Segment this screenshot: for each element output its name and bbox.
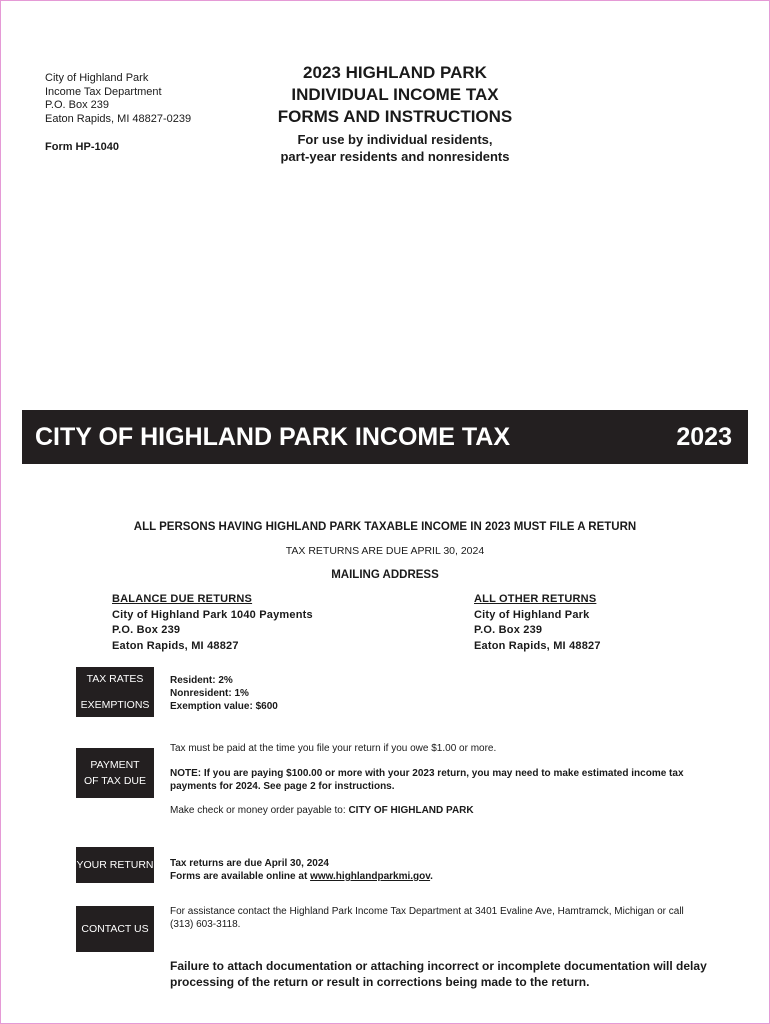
forms-online-prefix: Forms are available online at — [170, 871, 311, 882]
return-due-line: Tax returns are due April 30, 2024 — [170, 858, 329, 869]
payment-label-text: PAYMENT — [90, 759, 140, 771]
your-return-label-text: YOUR RETURN — [76, 859, 154, 871]
estimated-tax-note — [170, 767, 715, 793]
your-return-label — [76, 847, 154, 883]
address-line: P.O. Box 239 — [112, 624, 181, 636]
address-line: Eaton Rapids, MI 48827 — [112, 639, 239, 652]
title-line: 2023 HIGHLAND PARK — [303, 63, 487, 82]
address-line: Eaton Rapids, MI 48827 — [474, 639, 601, 652]
address-line: City of Highland Park — [474, 608, 590, 621]
your-return-text — [170, 857, 433, 883]
title-line: FORMS AND INSTRUCTIONS — [277, 107, 513, 126]
banner-year: 2023 — [676, 422, 732, 451]
address-line: P.O. Box 239 — [474, 624, 543, 636]
tax-rates-label — [76, 667, 154, 717]
address-line: City of Highland Park — [45, 72, 149, 84]
payee-prefix: Make check or money order payable to: — [170, 805, 349, 816]
note-line: payments for 2024. See page 2 for instructions. — [170, 781, 395, 792]
filing-requirement: ALL PERSONS HAVING HIGHLAND PARK TAXABLE INCOME IN 2023 MUST FILE A RETURN — [133, 521, 637, 533]
forms-online-suffix: . — [430, 871, 433, 882]
contact-line: (313) 603-3118. — [170, 919, 241, 930]
note-line: NOTE: If you are paying $100.00 or more with your 2023 return, you may need to make estimated income tax — [170, 768, 684, 779]
exemptions-label-text: EXEMPTIONS — [80, 699, 150, 711]
other-returns-heading: ALL OTHER RETURNS — [474, 593, 597, 605]
title-banner — [22, 410, 748, 464]
rate-line: Exemption value: $600 — [170, 701, 278, 712]
subtitle-line: part-year residents and nonresidents — [280, 149, 510, 164]
form-id: Form HP-1040 — [45, 141, 119, 153]
payment-label — [76, 748, 154, 798]
contact-us-label — [76, 906, 154, 952]
contact-line: For assistance contact the Highland Park Income Tax Department at 3401 Evaline Ave, Hamtramck, Michigan or call — [170, 906, 684, 917]
payment-label-text: OF TAX DUE — [83, 775, 147, 787]
other-returns-address — [474, 592, 601, 654]
balance-due-address — [112, 592, 313, 654]
department-address — [45, 72, 191, 126]
payee-instruction — [170, 804, 474, 817]
tax-rates-label-text: TAX RATES — [86, 673, 144, 685]
subtitle-line: For use by individual residents, — [297, 132, 493, 147]
address-line: City of Highland Park 1040 Payments — [112, 608, 313, 621]
mailing-address-heading: MAILING ADDRESS — [331, 569, 439, 581]
tax-rates-text — [170, 674, 278, 713]
documentation-warning — [170, 958, 715, 990]
contact-us-label-text: CONTACT US — [81, 923, 149, 935]
website-link[interactable]: www.highlandparkmi.gov — [310, 871, 431, 882]
document-title — [255, 62, 535, 165]
payee-name: CITY OF HIGHLAND PARK — [348, 805, 474, 816]
forms-online-line — [170, 870, 433, 883]
address-line: P.O. Box 239 — [45, 99, 110, 111]
warning-line: Failure to attach documentation or attaching incorrect or incomplete documentation will delay — [170, 959, 707, 973]
contact-text — [170, 905, 710, 931]
payment-rule: Tax must be paid at the time you file your return if you owe $1.00 or more. — [170, 743, 497, 754]
warning-line: processing of the return or result in corrections being made to the return. — [170, 975, 590, 989]
address-line: Income Tax Department — [45, 85, 162, 98]
rate-line: Resident: 2% — [170, 675, 233, 686]
rate-line: Nonresident: 1% — [170, 688, 249, 699]
banner-title: CITY OF HIGHLAND PARK INCOME TAX — [35, 422, 510, 451]
balance-due-heading: BALANCE DUE RETURNS — [112, 593, 253, 605]
due-date: TAX RETURNS ARE DUE APRIL 30, 2024 — [285, 545, 485, 557]
address-line: Eaton Rapids, MI 48827-0239 — [45, 112, 192, 125]
title-line: INDIVIDUAL INCOME TAX — [291, 85, 499, 104]
